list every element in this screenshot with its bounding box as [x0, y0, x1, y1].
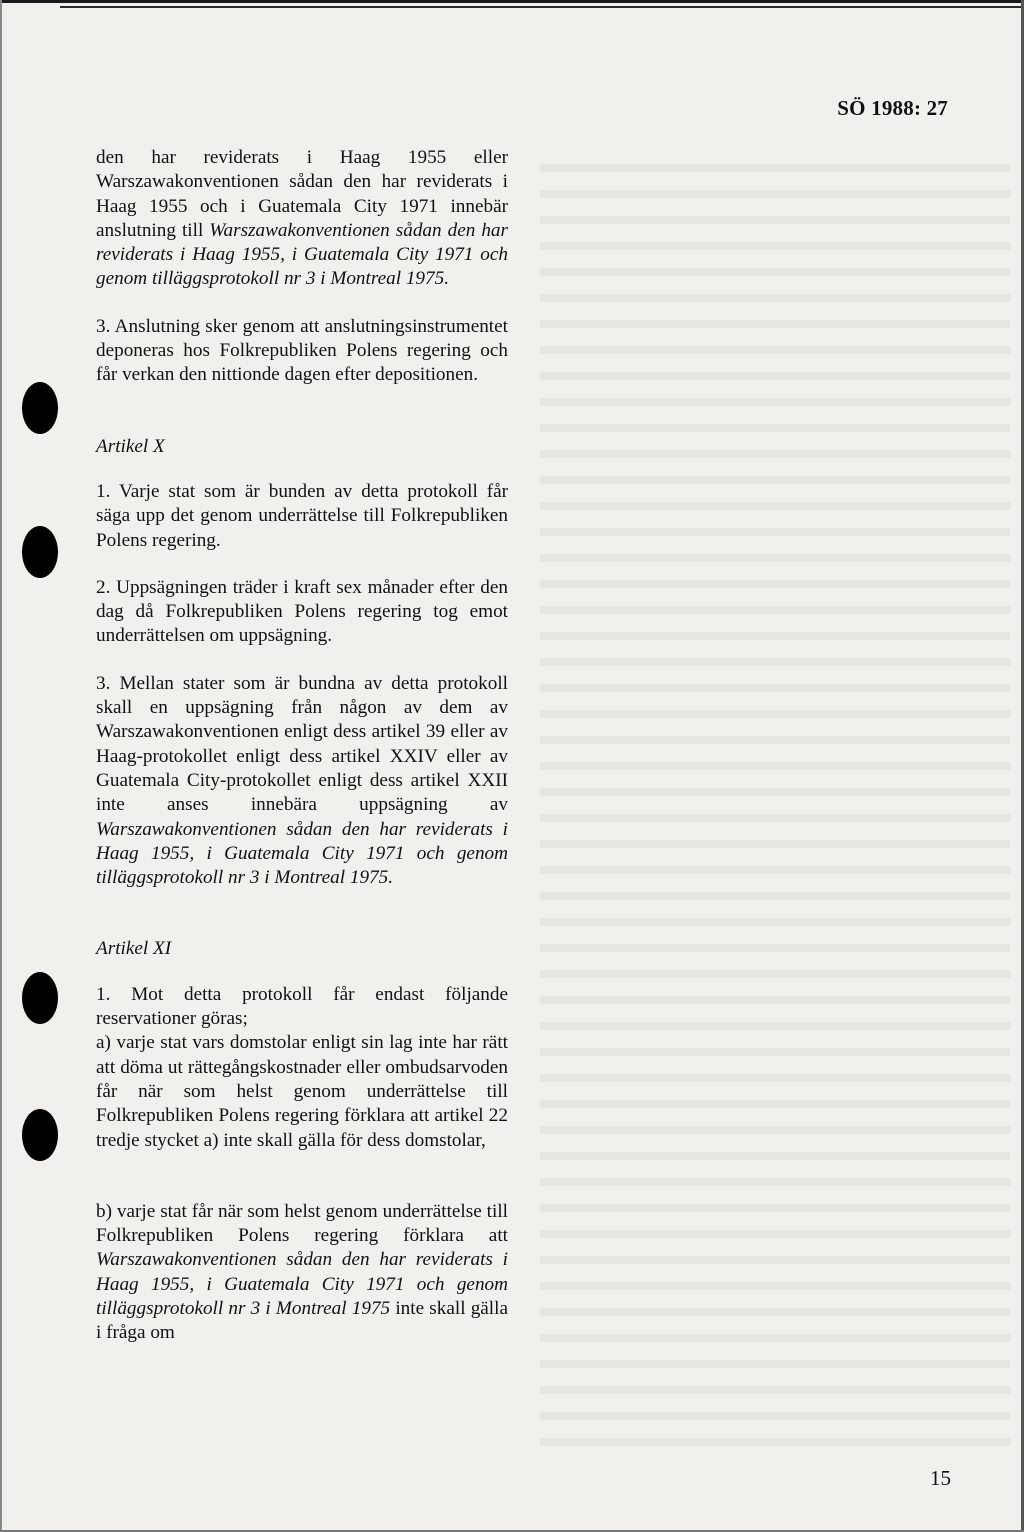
punch-hole [22, 972, 58, 1024]
paragraph-italic-text: Warszawakonventionen sådan den har reviderats i Haag 1955, i Guatemala City 1971 och genom tilläggsprotokoll nr 3 i Montreal 1975 [96, 1249, 508, 1319]
paragraph: 3. Anslutning sker genom att anslutningsinstrumentet deponeras hos Folkrepubliken Polens regering och får verkan den nittionde dagen efter depositionen. [96, 315, 508, 386]
scan-border-top-inner [60, 6, 1024, 8]
bleed-through-text [540, 150, 1010, 1460]
paragraph: a) varje stat vars domstolar enligt sin lag inte har rätt att döma ut rättegångskostnader eller ombudsarvoden får när som helst genom underrättelse till Folkrepubliken Polens regering förklara att artikel 22 tredje stycket a) inte skall gälla för dess domstolar, [96, 1032, 508, 1151]
paragraph-text: den har reviderats i Haag 1955 eller Warszawakonventionen sådan den har reviderats i Haag 1955 och i Guatemala City 1971 innebär anslutning till [96, 147, 508, 241]
scan-border-left [0, 0, 2, 1532]
text-column [96, 146, 508, 1346]
paragraph [96, 146, 508, 292]
paragraph: 1. Mot detta protokoll får endast följande reservationer göras; [96, 983, 508, 1030]
paragraph-text: 3. Mellan stater som är bundna av detta protokoll skall en uppsägning från någon av dem av Warszawakonventionen enligt dess artikel 39 eller av Haag-protokollet enligt dess artikel XXIV eller av Guatemala City-protokollet enligt dess artikel XXII inte anses innebära uppsägning av [96, 672, 508, 816]
paragraph-italic-text: Warszawakonventionen sådan den har reviderats i Haag 1955, i Guatemala City 1971 och genom tilläggsprotokoll nr 3 i Montreal 1975. [96, 219, 508, 290]
paragraph-italic-text: Warszawakonventionen sådan den har reviderats i Haag 1955, i Guatemala City 1971 och genom tilläggsprotokoll nr 3 i Montreal 1975. [96, 818, 508, 889]
paragraph-text: inte skall gälla i fråga om [96, 1297, 508, 1344]
paragraph [96, 672, 508, 891]
paragraph: 1. Varje stat som är bunden av detta protokoll får säga upp det genom underrättelse till Folkrepubliken Polens regering. [96, 480, 508, 551]
punch-hole [22, 1109, 58, 1161]
paragraph: 2. Uppsägningen träder i kraft sex månader efter den dag då Folkrepubliken Polens regering tog emot underrättelsen om uppsägning. [96, 576, 508, 647]
paragraph-text: b) varje stat får när som helst genom underrättelse till Folkrepubliken Polens regering förklara att [96, 1200, 508, 1247]
paragraph [96, 1200, 508, 1346]
page-number: 15 [930, 1466, 951, 1490]
section-heading: Artikel XI [96, 938, 172, 960]
punch-hole [22, 526, 58, 578]
punch-hole [22, 382, 58, 434]
document-reference: SÖ 1988: 27 [837, 96, 948, 120]
scan-border-top [0, 0, 1024, 3]
section-heading: Artikel X [96, 435, 165, 457]
